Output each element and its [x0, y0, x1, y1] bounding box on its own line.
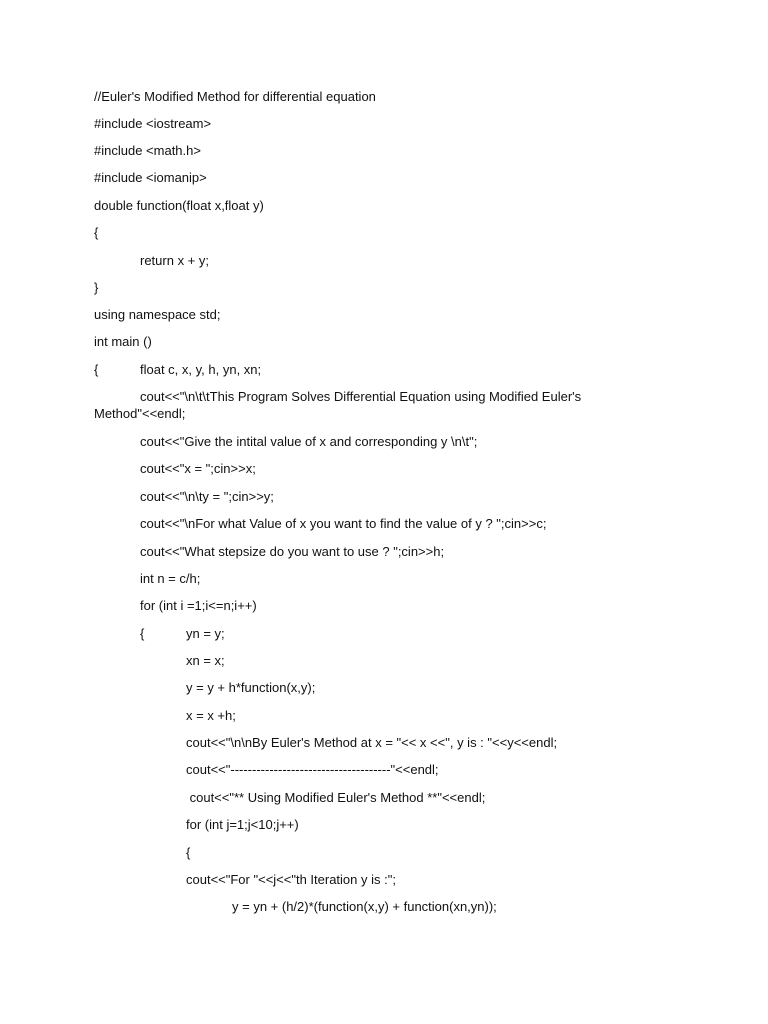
- code-line-initial-prompt: cout<<"Give the intital value of x and corresponding y \n\t";: [140, 434, 478, 449]
- code-line-read-y: cout<<"\n\ty = ";cin>>y;: [140, 489, 274, 504]
- code-line-close-brace: }: [94, 280, 99, 295]
- code-line-read-x: cout<<"x = ";cin>>x;: [140, 461, 256, 476]
- code-line-function-signature: double function(float x,float y): [94, 198, 264, 213]
- code-line-save-x: xn = x;: [186, 653, 225, 668]
- code-line-read-h: cout<<"What stepsize do you want to use ? ";cin>>h;: [140, 544, 445, 559]
- code-line-return: return x + y;: [140, 253, 209, 268]
- code-line-euler-step: y = y + h*function(x,y);: [186, 680, 316, 695]
- code-line-read-c: cout<<"\nFor what Value of x you want to find the value of y ? ";cin>>c;: [140, 516, 547, 531]
- code-line-inner-open-brace: {: [186, 845, 191, 860]
- code-line-advance-x: x = x +h;: [186, 708, 236, 723]
- code-line-save-y: yn = y;: [186, 626, 225, 641]
- code-line-outer-loop: for (int i =1;i<=n;i++): [140, 598, 257, 613]
- code-line-include-iomanip: #include <iomanip>: [94, 170, 207, 185]
- code-line-program-banner: cout<<"\n\t\tThis Program Solves Differential Equation using Modified Euler's Method"<<endl;: [94, 389, 582, 421]
- code-line-modified-step: y = yn + (h/2)*(function(x,y) + function(xn,yn));: [232, 899, 497, 914]
- code-line-modified-heading: cout<<"** Using Modified Euler's Method **"<<endl;: [186, 790, 486, 805]
- code-line-euler-output: cout<<"\n\nBy Euler's Method at x = "<< x <<", y is : "<<y<<endl;: [186, 735, 558, 750]
- code-line-steps: int n = c/h;: [140, 571, 201, 586]
- code-line-main: int main (): [94, 334, 152, 349]
- code-line-inner-loop: for (int j=1;j<10;j++): [186, 817, 299, 832]
- code-line-include-iostream: #include <iostream>: [94, 116, 212, 131]
- code-line-declarations: float c, x, y, h, yn, xn;: [140, 362, 262, 377]
- code-line-comment: //Euler's Modified Method for differential equation: [94, 89, 376, 104]
- code-line-open-brace: {: [94, 225, 99, 240]
- code-line-separator: cout<<"-------------------------------------"<<endl;: [186, 762, 439, 777]
- code-line-namespace: using namespace std;: [94, 307, 221, 322]
- code-line-main-open-brace: {: [94, 362, 99, 377]
- code-line-loop-open-brace: {: [140, 626, 145, 641]
- code-line-include-math: #include <math.h>: [94, 143, 201, 158]
- code-line-iteration-output: cout<<"For "<<j<<"th Iteration y is :";: [186, 872, 396, 887]
